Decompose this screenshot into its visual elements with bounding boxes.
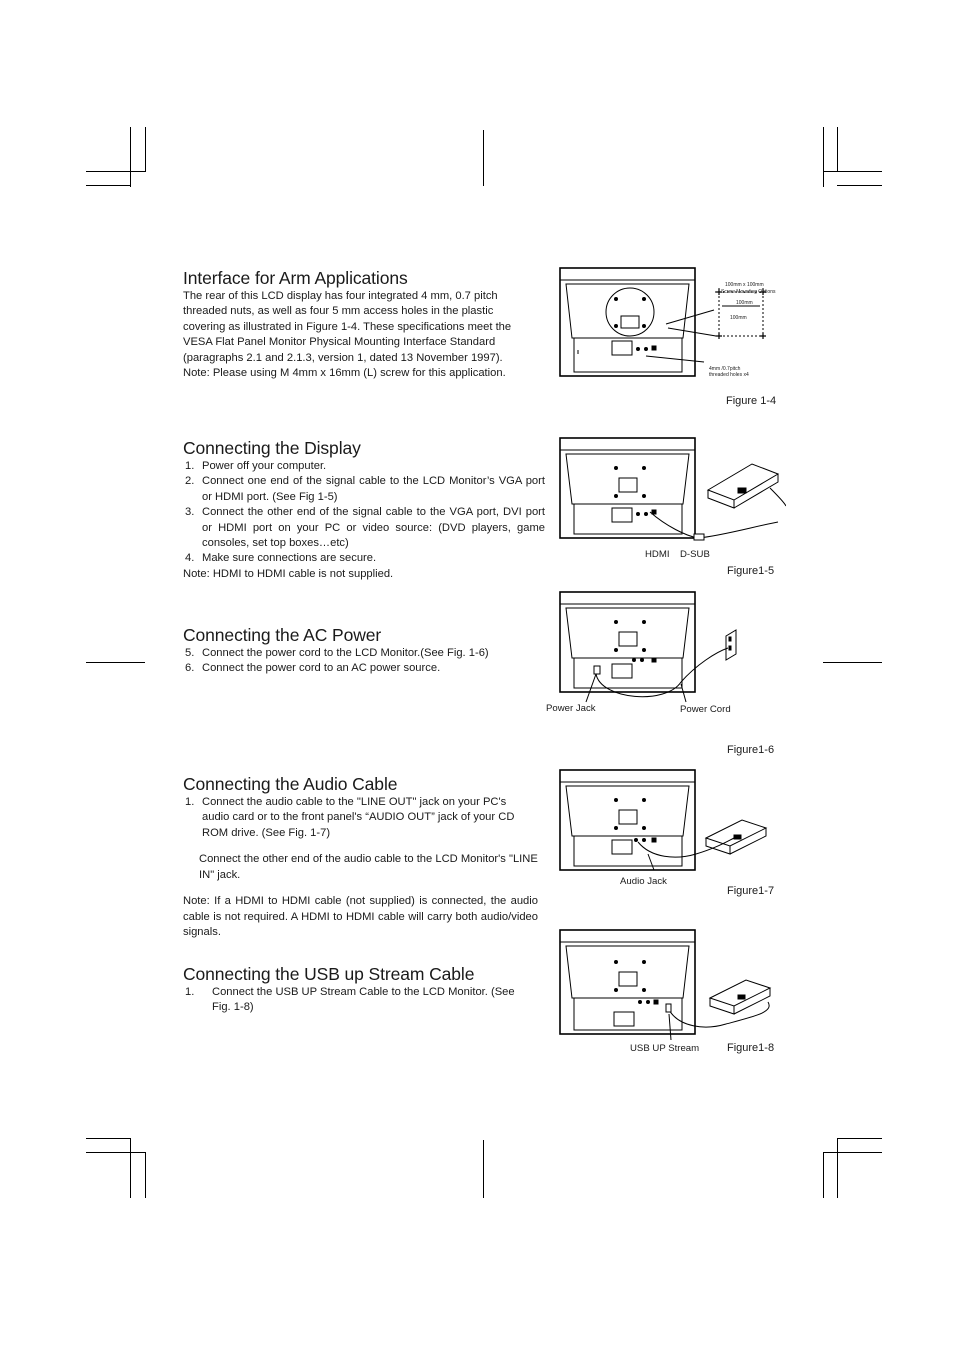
step-number: 1. bbox=[185, 460, 195, 472]
step-text: Connect the other end of the signal cable to the VGA port, DVI port or HDMI port on your PC or video source: (DVD players, game consoles, set top boxes…etc) bbox=[202, 506, 545, 550]
figure-callout-label: 100mm x 100mm bbox=[725, 282, 764, 288]
crop-mark bbox=[130, 127, 131, 187]
crop-mark bbox=[823, 127, 824, 187]
figure-callout-label: 100mm bbox=[730, 315, 747, 321]
crop-mark bbox=[837, 185, 882, 186]
step-text: Connect one end of the signal cable to the LCD Monitor’s VGA port or HDMI port. (See Fig 1-5) bbox=[202, 475, 545, 503]
crop-mark bbox=[837, 1138, 838, 1198]
figure-callout-label: Audio Jack bbox=[620, 876, 667, 887]
crop-mark bbox=[823, 1152, 824, 1198]
step-number: 6. bbox=[185, 662, 195, 675]
crop-mark bbox=[86, 1152, 145, 1153]
crop-mark bbox=[86, 171, 145, 172]
crop-mark bbox=[837, 127, 838, 172]
crop-mark bbox=[483, 130, 484, 186]
pc-illustration bbox=[710, 980, 770, 1014]
crop-mark bbox=[130, 1138, 131, 1198]
step-text: Power off your computer. bbox=[202, 460, 327, 472]
body-paragraph: Connect the other end of the audio cable to the LCD Monitor's "LINE IN" jack. bbox=[199, 853, 538, 881]
list-item bbox=[183, 505, 545, 551]
body-line: threaded nuts, as well as four 5 mm access holes in the plastic bbox=[183, 305, 494, 318]
step-number: 3. bbox=[185, 506, 195, 519]
step-list bbox=[183, 985, 523, 1016]
monitor-back-illustration bbox=[560, 930, 695, 1034]
list-item bbox=[183, 646, 545, 661]
figure-caption: Figure1-6 bbox=[727, 744, 775, 756]
list-item bbox=[183, 985, 523, 1016]
figure-caption: Figure 1-4 bbox=[726, 395, 777, 407]
section-connecting-audio bbox=[183, 773, 538, 941]
signal-cable bbox=[650, 488, 786, 540]
step-number: 1. bbox=[185, 796, 195, 808]
crop-mark bbox=[86, 185, 131, 186]
crop-mark bbox=[837, 1138, 882, 1139]
section-heading: Interface for Arm Applications bbox=[183, 268, 408, 288]
section-connecting-display bbox=[183, 437, 545, 582]
crop-mark bbox=[823, 1152, 882, 1153]
step-number: 4. bbox=[185, 552, 195, 565]
figure-callout-label: USB UP Stream bbox=[630, 1043, 700, 1054]
figure-1-6-illustration bbox=[556, 590, 786, 708]
figure-caption: Figure1-5 bbox=[727, 565, 775, 577]
figure-1-8-illustration bbox=[556, 928, 786, 1040]
figure-callout-label: threaded holes x4 bbox=[709, 372, 749, 378]
pc-illustration bbox=[706, 820, 766, 854]
figure-callout-label: 4mm /0.7pitch bbox=[709, 366, 741, 372]
step-number: 2. bbox=[185, 475, 195, 488]
step-list bbox=[183, 646, 545, 677]
list-item bbox=[183, 661, 545, 676]
figure-caption: Figure1-7 bbox=[727, 885, 775, 897]
monitor-back-illustration bbox=[560, 592, 695, 692]
monitor-back-illustration bbox=[560, 770, 695, 870]
body-line: The rear of this LCD display has four integrated 4 mm, 0.7 pitch bbox=[183, 290, 498, 302]
figure-callout-label: 100mm bbox=[736, 300, 753, 306]
body-note: Note: HDMI to HDMI cable is not supplied. bbox=[183, 567, 394, 580]
crop-mark bbox=[823, 171, 882, 172]
step-list bbox=[183, 795, 538, 841]
crop-mark bbox=[86, 1138, 131, 1139]
step-list bbox=[183, 459, 545, 567]
crop-mark bbox=[145, 1152, 146, 1198]
section-heading: Connecting the AC Power bbox=[183, 625, 382, 645]
figure-1-5-illustration bbox=[556, 436, 786, 548]
step-number: 1. bbox=[185, 986, 195, 998]
list-item bbox=[183, 795, 536, 841]
figure-callout-label: Power Jack bbox=[546, 703, 596, 714]
step-text: Connect the power cord to the LCD Monitor.(See Fig. 1-6) bbox=[202, 647, 489, 659]
crop-mark bbox=[86, 662, 145, 663]
section-arm-applications bbox=[183, 267, 543, 381]
monitor-back-illustration bbox=[560, 268, 695, 376]
step-text: Connect the USB UP Stream Cable to the LCD Monitor. (See Fig. 1-8) bbox=[212, 986, 515, 1014]
step-text: Make sure connections are secure. bbox=[202, 552, 377, 565]
monitor-back-illustration bbox=[560, 438, 695, 538]
figure-caption: Figure1-8 bbox=[727, 1042, 775, 1054]
figure-callout-label: Power Cord bbox=[680, 704, 731, 715]
crop-mark bbox=[145, 127, 146, 172]
crop-mark bbox=[483, 1140, 484, 1198]
body-line: covering as illustrated in Figure 1-4. These specifications meet the bbox=[183, 320, 512, 333]
list-item bbox=[183, 551, 545, 566]
figure-callout-label: Screw Mounting Options bbox=[721, 289, 776, 295]
pc-illustration bbox=[708, 464, 778, 508]
crop-mark bbox=[823, 662, 882, 663]
figure-callout-label: D-SUB bbox=[680, 549, 710, 560]
section-connecting-ac-power bbox=[183, 624, 545, 677]
list-item bbox=[183, 459, 545, 474]
wall-outlet-illustration bbox=[726, 630, 736, 660]
body-note: Note: If a HDMI to HDMI cable (not supplied) is connected, the audio cable is not required. A HDMI to HDMI cable will carry both audio/video signals. bbox=[183, 895, 538, 939]
figure-1-7-illustration bbox=[556, 768, 786, 880]
body-line: (paragraphs 2.1 and 2.1.3, version 1, dated 13 November 1997). bbox=[183, 351, 503, 364]
section-heading: Connecting the Display bbox=[183, 438, 361, 458]
body-line: VESA Flat Panel Monitor Physical Mounting Interface Standard bbox=[183, 336, 496, 349]
section-heading: Connecting the Audio Cable bbox=[183, 774, 398, 794]
section-heading: Connecting the USB up Stream Cable bbox=[183, 964, 475, 984]
figure-callout-label: HDMI bbox=[645, 549, 670, 560]
body-note: Note: Please using M 4mm x 16mm (L) screw for this application. bbox=[183, 367, 506, 380]
list-item bbox=[183, 474, 545, 505]
step-number: 5. bbox=[185, 647, 195, 659]
step-text: Connect the audio cable to the "LINE OUT" jack on your PC's audio card or to the front panel's “AUDIO OUT” jack of your CD ROM drive. (See Fig. 1-7) bbox=[202, 796, 515, 839]
step-text: Connect the power cord to an AC power source. bbox=[202, 662, 441, 675]
section-connecting-usb bbox=[183, 963, 523, 1016]
